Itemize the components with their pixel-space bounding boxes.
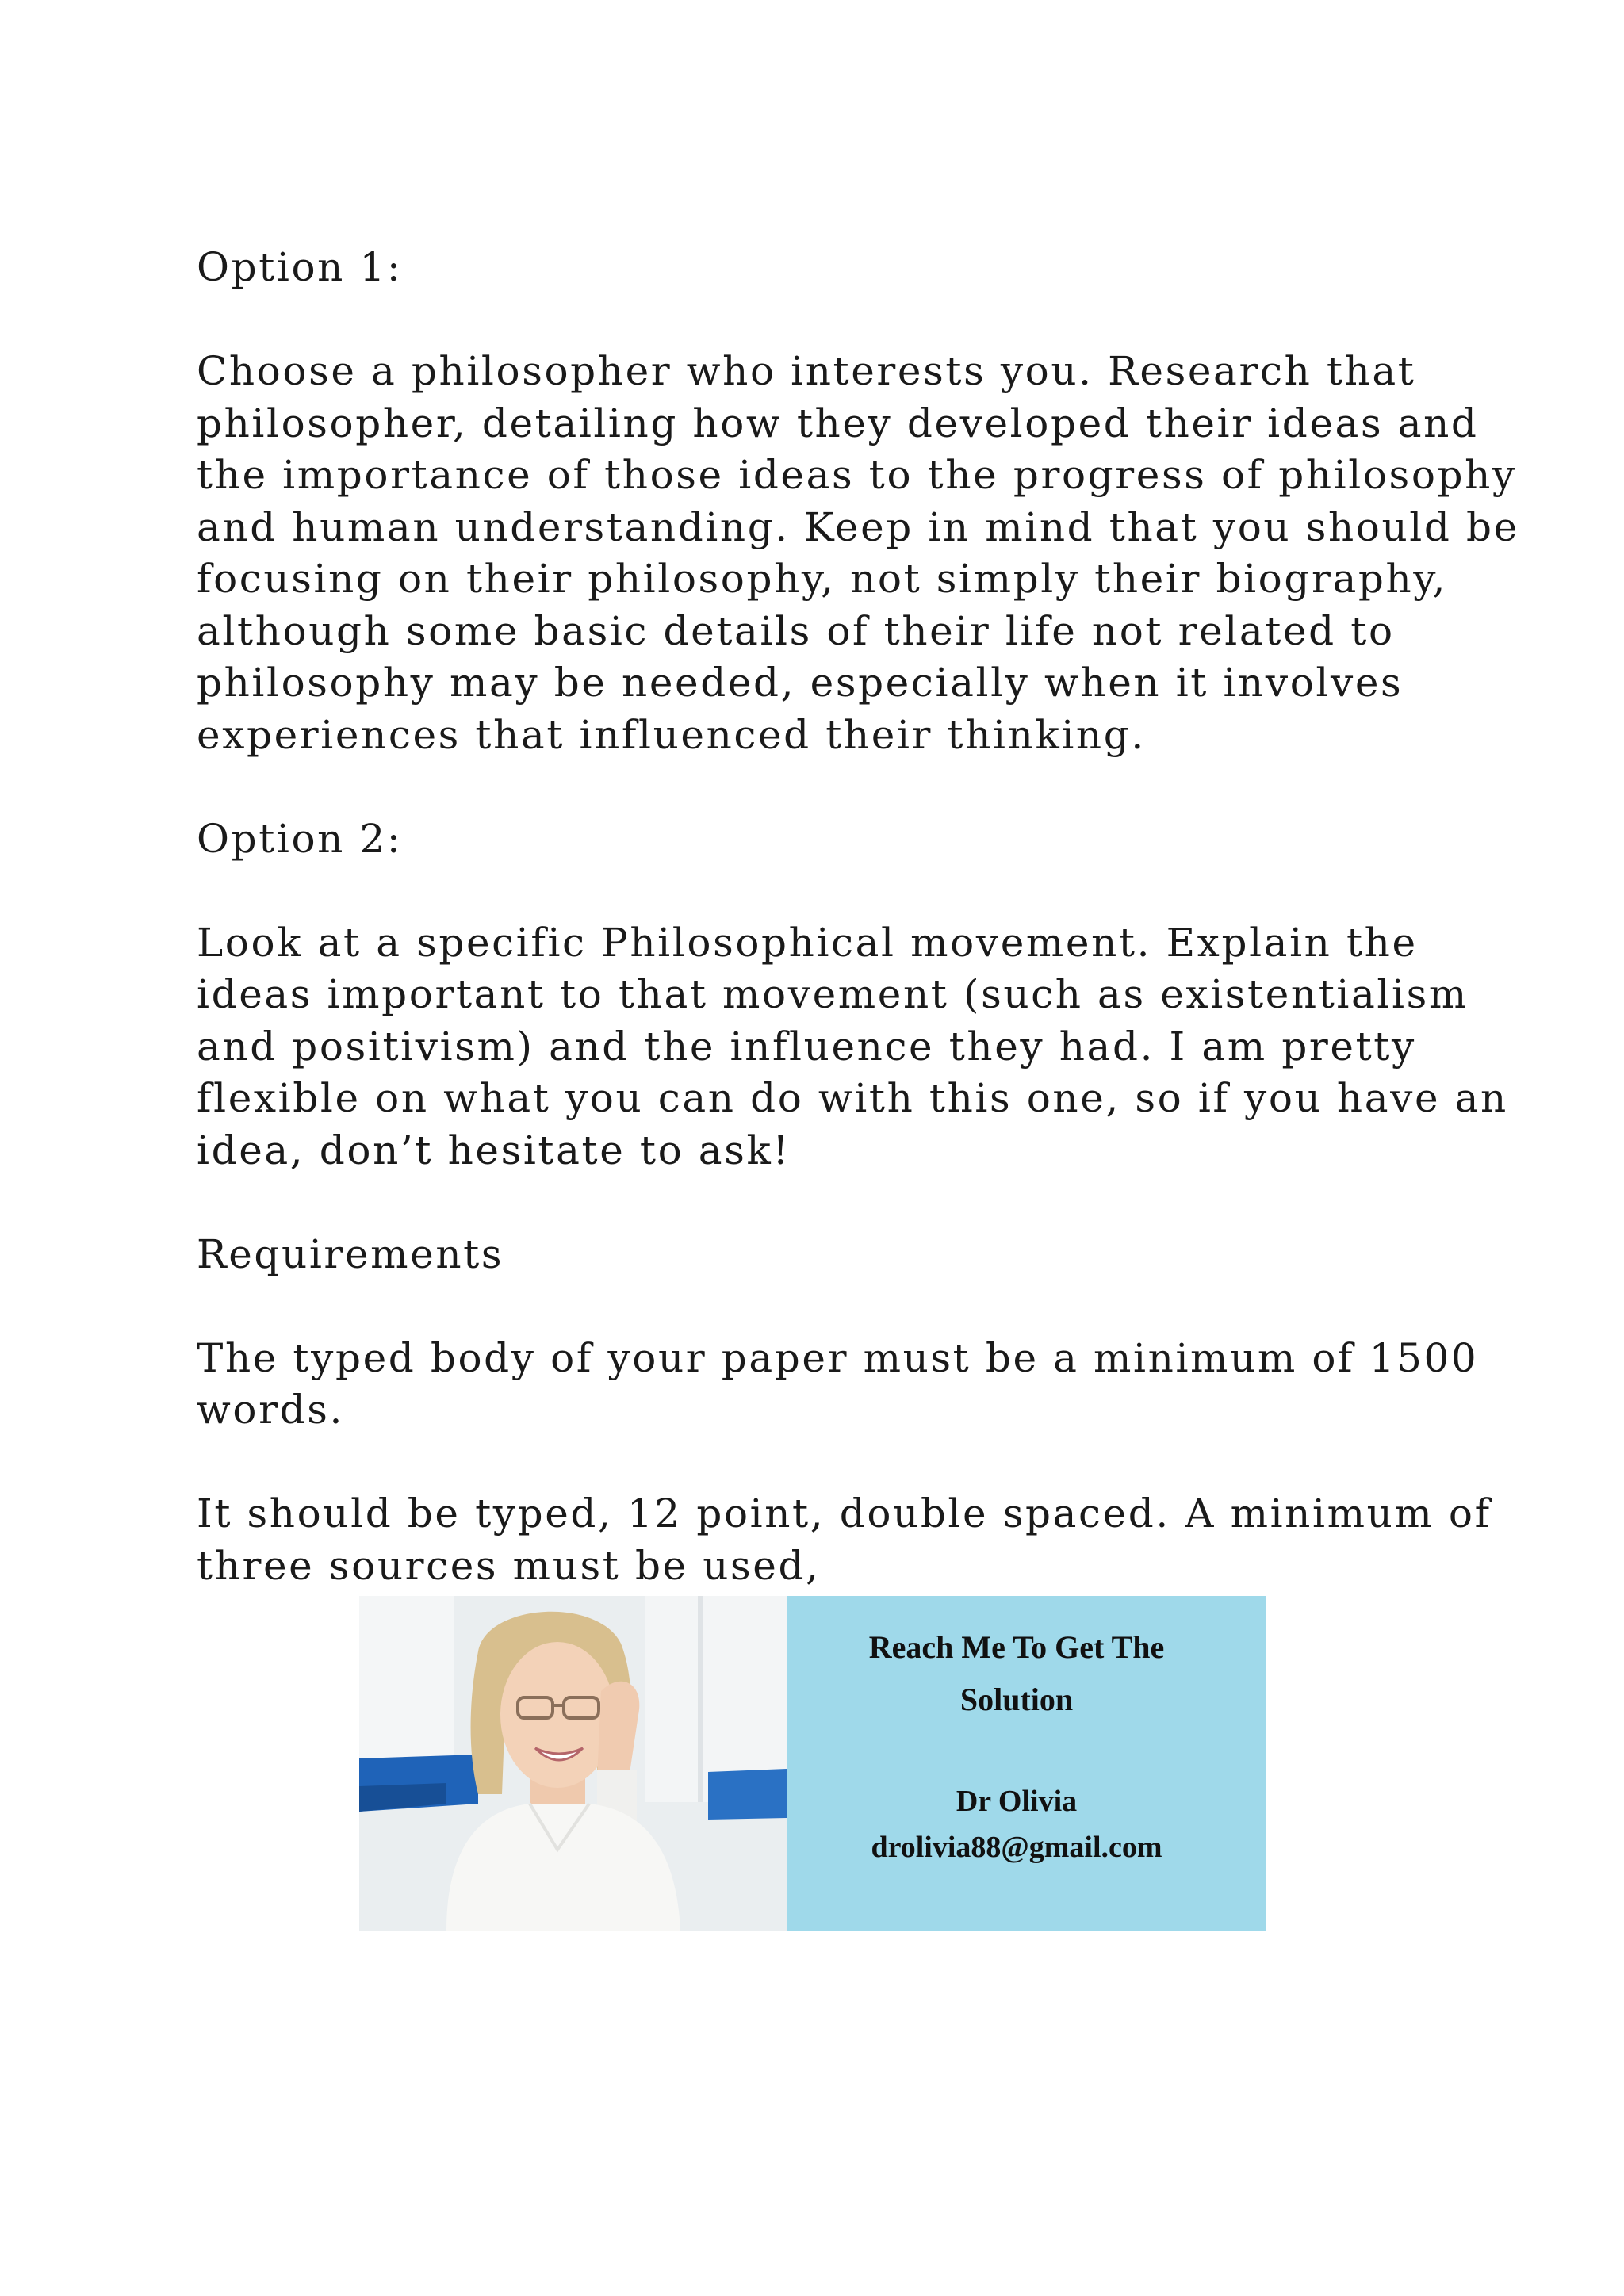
contact-heading-line-1: Reach Me To Get The [868,1629,1165,1665]
tutor-photo [359,1596,787,1931]
option-1-description: Choose a philosopher who interests you. Research that philosopher, detailing how they developed their ideas and the importance of those ideas to the progress of philosophy and human understanding. Keep in mind that you should be focusing on their philosophy, not simply their biography, although some basic details of their life not related to philosophy may be needed, especially when it involves experiences that influenced their thinking. [197,348,1519,758]
promo-banner [359,1596,1266,1931]
contact-heading-line-2: Solution [959,1682,1074,1717]
contact-name: Dr Olivia [956,1785,1078,1818]
option-1-heading: Option 1: [197,244,403,290]
contact-card [787,1596,1266,1931]
document-body [197,242,1529,1592]
requirements-heading: Requirements [197,1230,504,1277]
contact-heading [787,1621,1247,1726]
option-2-description: Look at a specific Philosophical movement. Explain the ideas important to that movement (such as existentialism and positivism) and the influence they had. I am pretty flexible on what you can do with this one, so if you have an idea, don’t hesitate to ask! [197,919,1508,1173]
contact-email: drolivia88@gmail.com [871,1831,1162,1864]
option-2-heading: Option 2: [197,815,403,862]
formatting-requirement: It should be typed, 12 point, double spaced. A minimum of three sources must be used, [197,1490,1492,1589]
word-count-requirement: The typed body of your paper must be a minimum of 1500 words. [197,1334,1479,1433]
